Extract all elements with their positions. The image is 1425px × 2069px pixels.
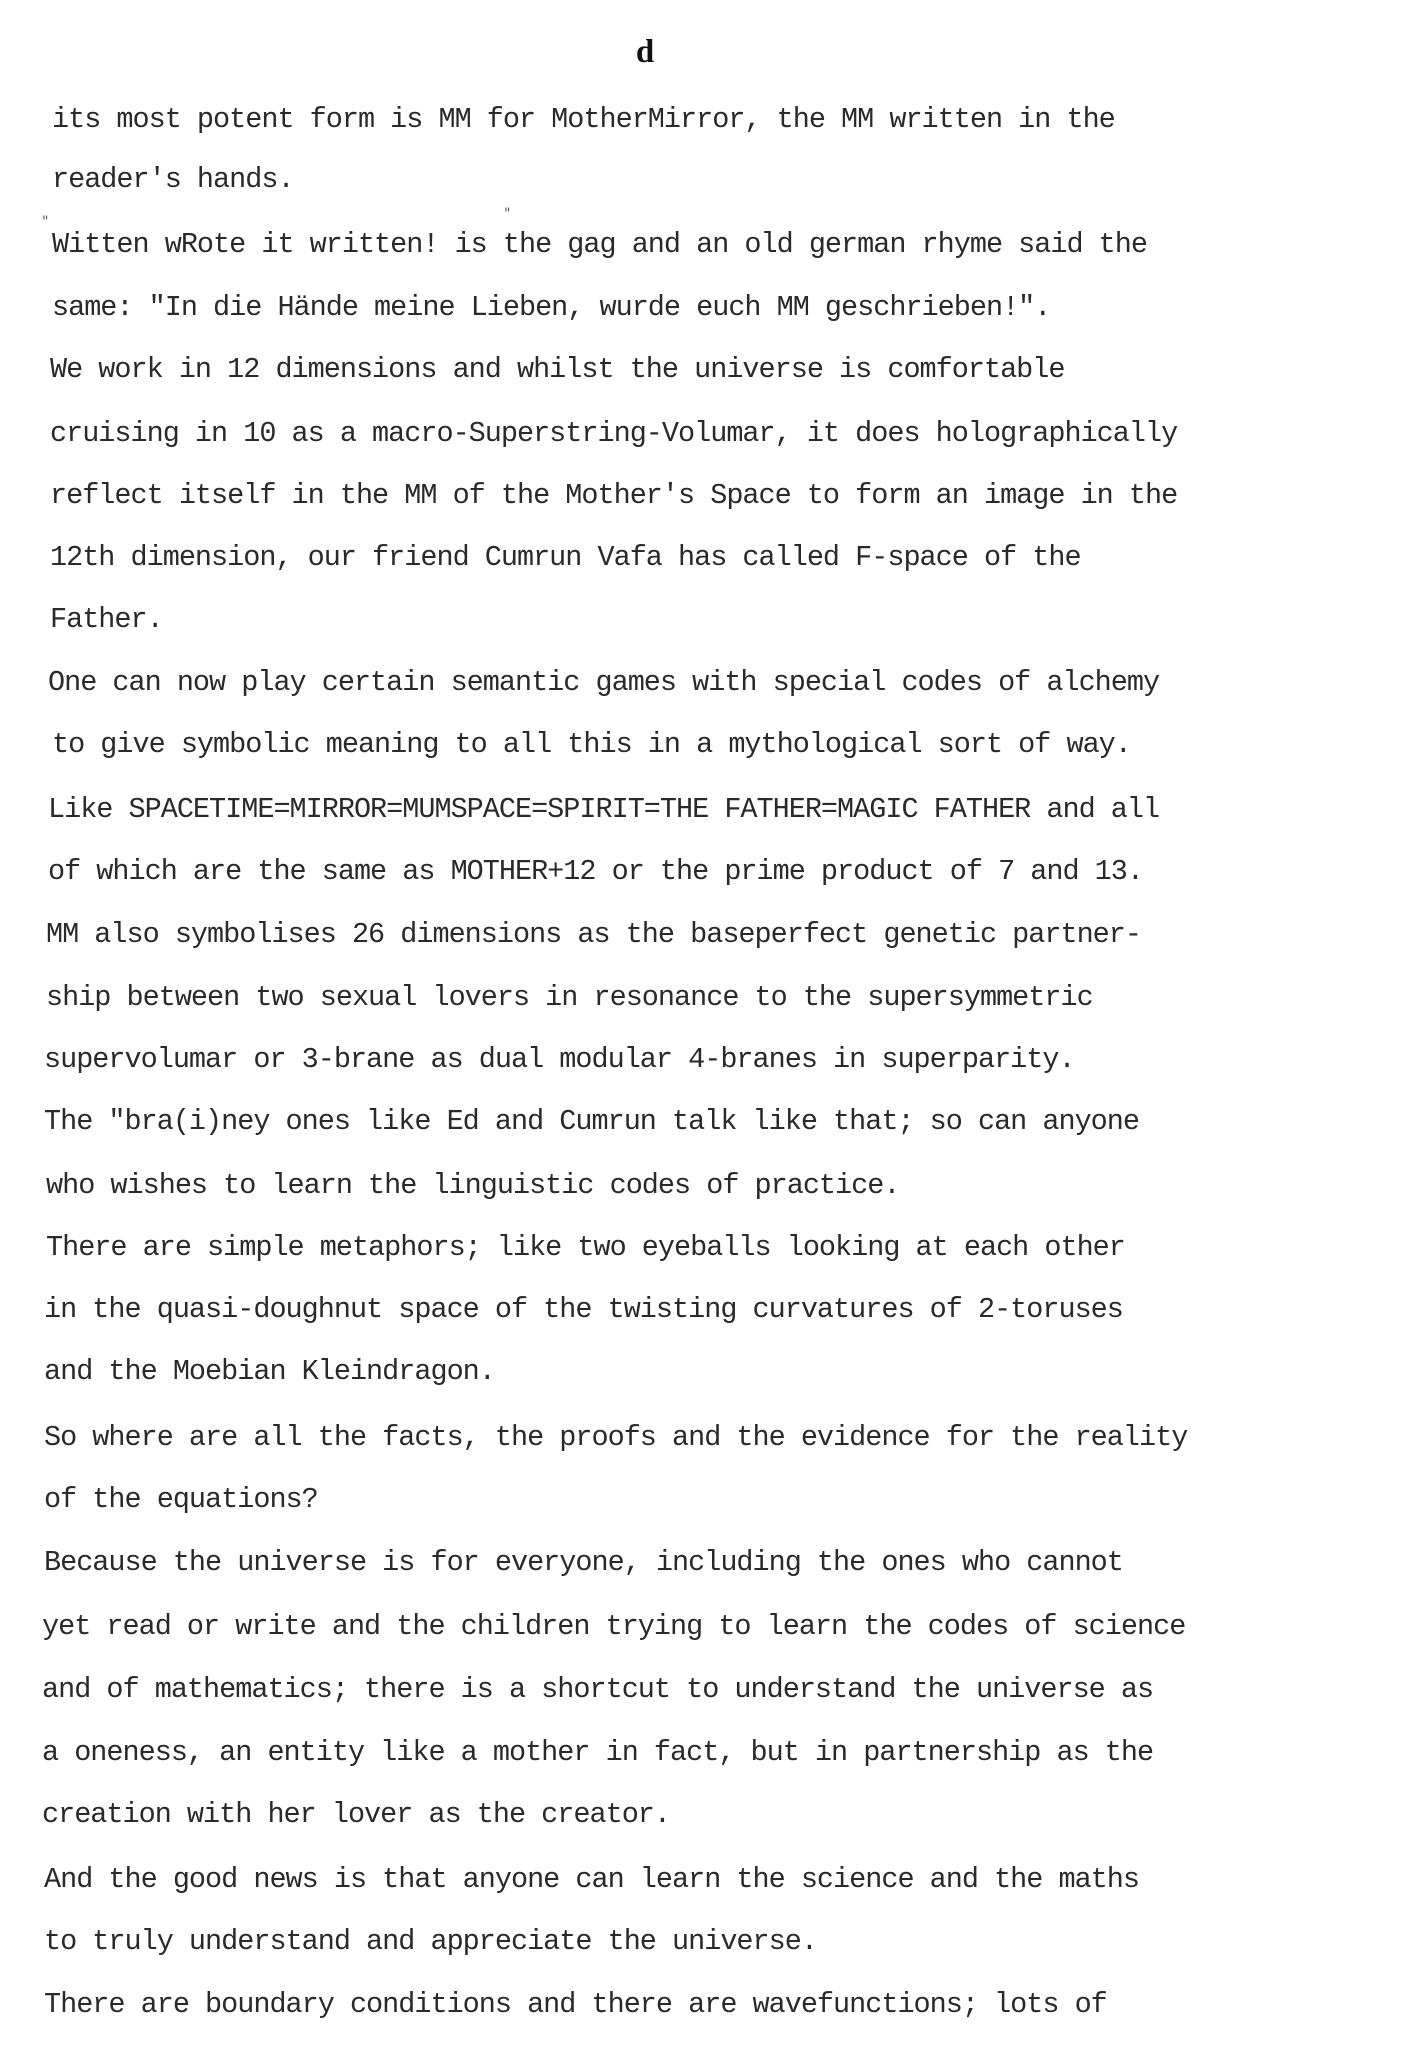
text-line: of which are the same as MOTHER+12 or the prime product of 7 and 13. bbox=[48, 855, 1143, 888]
hand-mark: " bbox=[42, 214, 49, 230]
text-line: yet read or write and the children trying to learn the codes of science bbox=[42, 1610, 1186, 1643]
text-line: MM also symbolises 26 dimensions as the baseperfect genetic partner- bbox=[46, 918, 1141, 951]
text-line: who wishes to learn the linguistic codes of practice. bbox=[46, 1169, 900, 1202]
text-line: There are boundary conditions and there are wavefunctions; lots of bbox=[44, 1988, 1107, 2021]
text-line: in the quasi-doughnut space of the twisting curvatures of 2-toruses bbox=[44, 1293, 1123, 1326]
text-line: Father. bbox=[50, 603, 163, 636]
text-line: to truly understand and appreciate the universe. bbox=[44, 1925, 817, 1958]
hand-mark: " bbox=[504, 206, 511, 222]
text-line: Like SPACETIME=MIRROR=MUMSPACE=SPIRIT=THE FATHER=MAGIC FATHER and all bbox=[48, 793, 1160, 826]
text-line: 12th dimension, our friend Cumrun Vafa has called F-space of the bbox=[50, 541, 1081, 574]
text-line: One can now play certain semantic games with special codes of alchemy bbox=[48, 666, 1160, 699]
text-line: and the Moebian Kleindragon. bbox=[44, 1355, 495, 1388]
text-line: a oneness, an entity like a mother in fact, but in partnership as the bbox=[42, 1736, 1154, 1769]
page-letter: d bbox=[635, 34, 655, 70]
text-line: supervolumar or 3-brane as dual modular 4-branes in superparity. bbox=[44, 1043, 1075, 1076]
text-line: The "bra(i)ney ones like Ed and Cumrun talk like that; so can anyone bbox=[44, 1105, 1139, 1138]
text-line: cruising in 10 as a macro-Superstring-Volumar, it does holographically bbox=[50, 417, 1178, 450]
text-line: and of mathematics; there is a shortcut to understand the universe as bbox=[42, 1673, 1154, 1706]
text-line: Because the universe is for everyone, including the ones who cannot bbox=[44, 1546, 1123, 1579]
text-line: We work in 12 dimensions and whilst the universe is comfortable bbox=[50, 353, 1065, 386]
text-line: Witten wRote it written! is the gag and an old german rhyme said the bbox=[52, 228, 1147, 261]
text-line: creation with her lover as the creator. bbox=[42, 1798, 671, 1831]
text-line: So where are all the facts, the proofs and the evidence for the reality bbox=[44, 1421, 1188, 1454]
text-line: And the good news is that anyone can learn the science and the maths bbox=[44, 1863, 1139, 1896]
text-line: of the equations? bbox=[44, 1483, 318, 1516]
text-line: There are simple metaphors; like two eyeballs looking at each other bbox=[46, 1231, 1125, 1264]
text-line: same: "In die Hände meine Lieben, wurde euch MM geschrieben!". bbox=[52, 291, 1051, 324]
text-line: ship between two sexual lovers in resonance to the supersymmetric bbox=[46, 981, 1093, 1014]
text-line: reflect itself in the MM of the Mother's Space to form an image in the bbox=[50, 479, 1178, 512]
text-line: its most potent form is MM for MotherMirror, the MM written in the bbox=[52, 103, 1115, 136]
text-line: to give symbolic meaning to all this in a mythological sort of way. bbox=[52, 728, 1131, 761]
text-line: reader's hands. bbox=[52, 163, 294, 196]
